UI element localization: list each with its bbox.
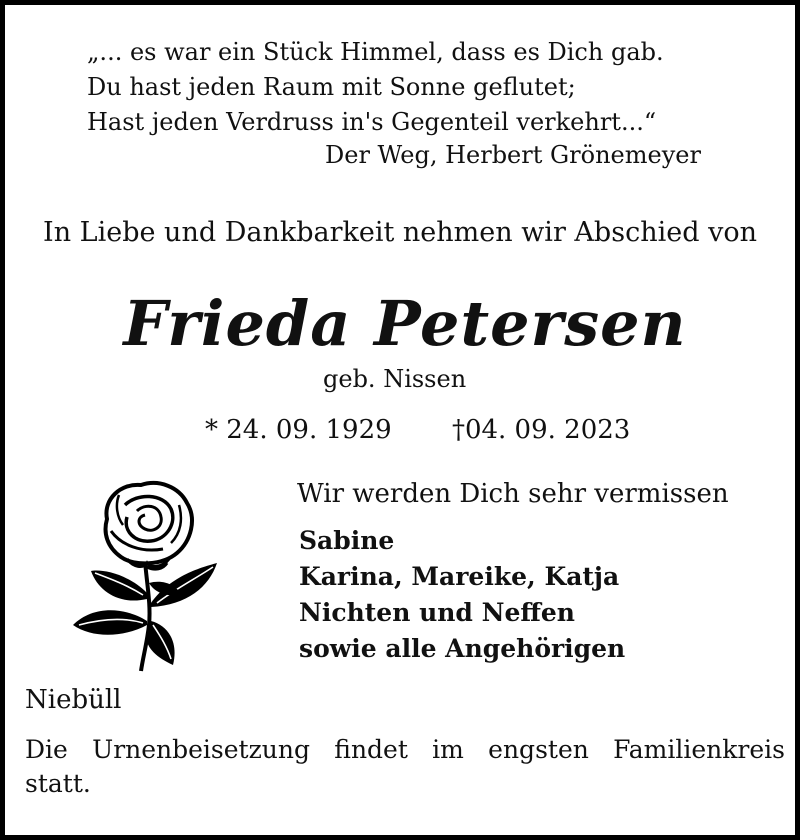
deceased-name: Frieda Petersen xyxy=(123,287,687,360)
farewell-intro: In Liebe und Dankbarkeit nehmen wir Abschied von xyxy=(43,217,757,248)
quote-block xyxy=(87,35,727,140)
signature-intro: Wir werden Dich sehr vermissen xyxy=(297,479,729,509)
quote-line-3: Hast jeden Verdruss in's Gegenteil verkehrt...“ xyxy=(87,108,657,136)
mourner-name: sowie alle Angehörigen xyxy=(299,634,626,663)
mourner-name: Sabine xyxy=(299,526,395,555)
quote-author: Der Weg, Herbert Grönemeyer xyxy=(325,141,701,169)
place-name: Niebüll xyxy=(25,685,122,715)
maiden-name: geb. Nissen xyxy=(323,365,467,393)
quote-line-1: „... es war ein Stück Himmel, dass es Dich gab. xyxy=(87,38,664,66)
funeral-note: Die Urnenbeisetzung findet im engsten Familienkreis statt. xyxy=(25,735,785,798)
mourner-name: Karina, Mareike, Katja xyxy=(299,562,620,591)
life-dates xyxy=(205,415,630,445)
quote-line-2: Du hast jeden Raum mit Sonne geflutet; xyxy=(87,73,576,101)
death-date: †04. 09. 2023 xyxy=(451,415,631,445)
birth-date: * 24. 09. 1929 xyxy=(205,415,392,445)
mourner-list xyxy=(299,523,625,667)
mourner-name: Nichten und Neffen xyxy=(299,598,575,627)
rose-icon xyxy=(67,475,227,673)
